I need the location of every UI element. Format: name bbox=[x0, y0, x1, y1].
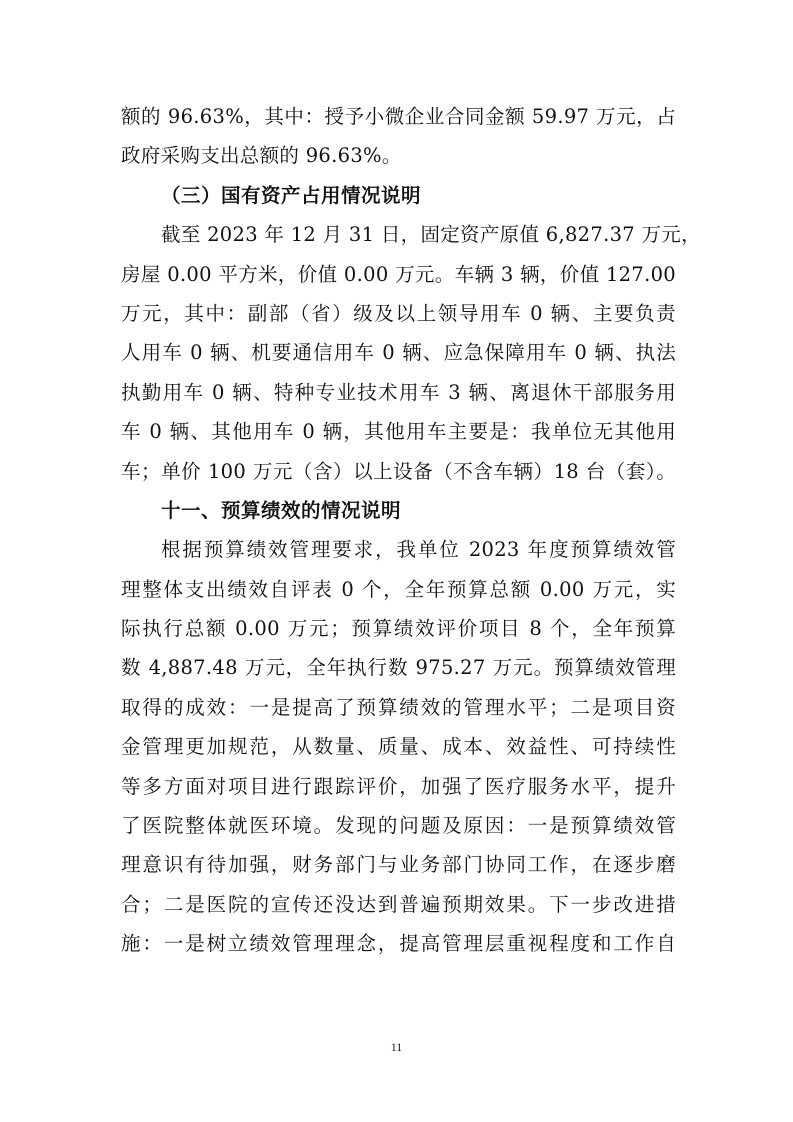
paragraph-line: 万元，其中：副部（省）级及以上领导用车 0 辆、主要负责 bbox=[121, 301, 676, 325]
paragraph-line: 截至 2023 年 12 月 31 日，固定资产原值 6,827.37 万元， bbox=[161, 223, 701, 247]
paragraph-line: 金管理更加规范，从数量、质量、成本、效益性、可持续性 bbox=[121, 735, 676, 759]
paragraph-line: 等多方面对项目进行跟踪评价，加强了医疗服务水平，提升 bbox=[121, 774, 676, 798]
paragraph-line: 执勤用车 0 辆、特种专业技术用车 3 辆、离退休干部服务用 bbox=[121, 380, 676, 404]
paragraph-line: 车；单价 100 万元（含）以上设备（不含车辆）18 台（套）。 bbox=[121, 459, 676, 483]
page-number: 11 bbox=[390, 1040, 403, 1054]
paragraph-line: 额的 96.63%，其中：授予小微企业合同金额 59.97 万元，占 bbox=[121, 105, 676, 128]
section-heading-assets: （三）国有资产占用情况说明 bbox=[161, 183, 422, 207]
paragraph-line: 理意识有待加强，财务部门与业务部门协同工作，在逐步磨 bbox=[121, 853, 676, 877]
paragraph-line: 根据预算绩效管理要求，我单位 2023 年度预算绩效管 bbox=[161, 538, 676, 562]
paragraph-line: 际执行总额 0.00 万元；预算绩效评价项目 8 个，全年预算 bbox=[121, 617, 676, 641]
section-heading-performance: 十一、预算绩效的情况说明 bbox=[161, 498, 402, 522]
paragraph-line: 房屋 0.00 平方米，价值 0.00 万元。车辆 3 辆，价值 127.00 bbox=[121, 262, 676, 286]
paragraph-line: 人用车 0 辆、机要通信用车 0 辆、应急保障用车 0 辆、执法 bbox=[121, 341, 676, 365]
paragraph-line: 数 4,887.48 万元，全年执行数 975.27 万元。预算绩效管理 bbox=[121, 656, 676, 680]
paragraph-line: 取得的成效：一是提高了预算绩效的管理水平；二是项目资 bbox=[121, 695, 676, 719]
paragraph-line: 理整体支出绩效自评表 0 个，全年预算总额 0.00 万元，实 bbox=[121, 577, 676, 601]
paragraph-line: 合；二是医院的宣传还没达到普遍预期效果。下一步改进措 bbox=[121, 892, 676, 916]
body-text bbox=[121, 97, 701, 964]
paragraph-line: 施：一是树立绩效管理理念，提高管理层重视程度和工作自 bbox=[121, 932, 676, 956]
paragraph-line: 政府采购支出总额的 96.63%。 bbox=[121, 144, 402, 168]
paragraph-line: 了医院整体就医环境。发现的问题及原因：一是预算绩效管 bbox=[121, 814, 676, 838]
paragraph-line: 车 0 辆、其他用车 0 辆，其他用车主要是：我单位无其他用 bbox=[121, 420, 676, 444]
